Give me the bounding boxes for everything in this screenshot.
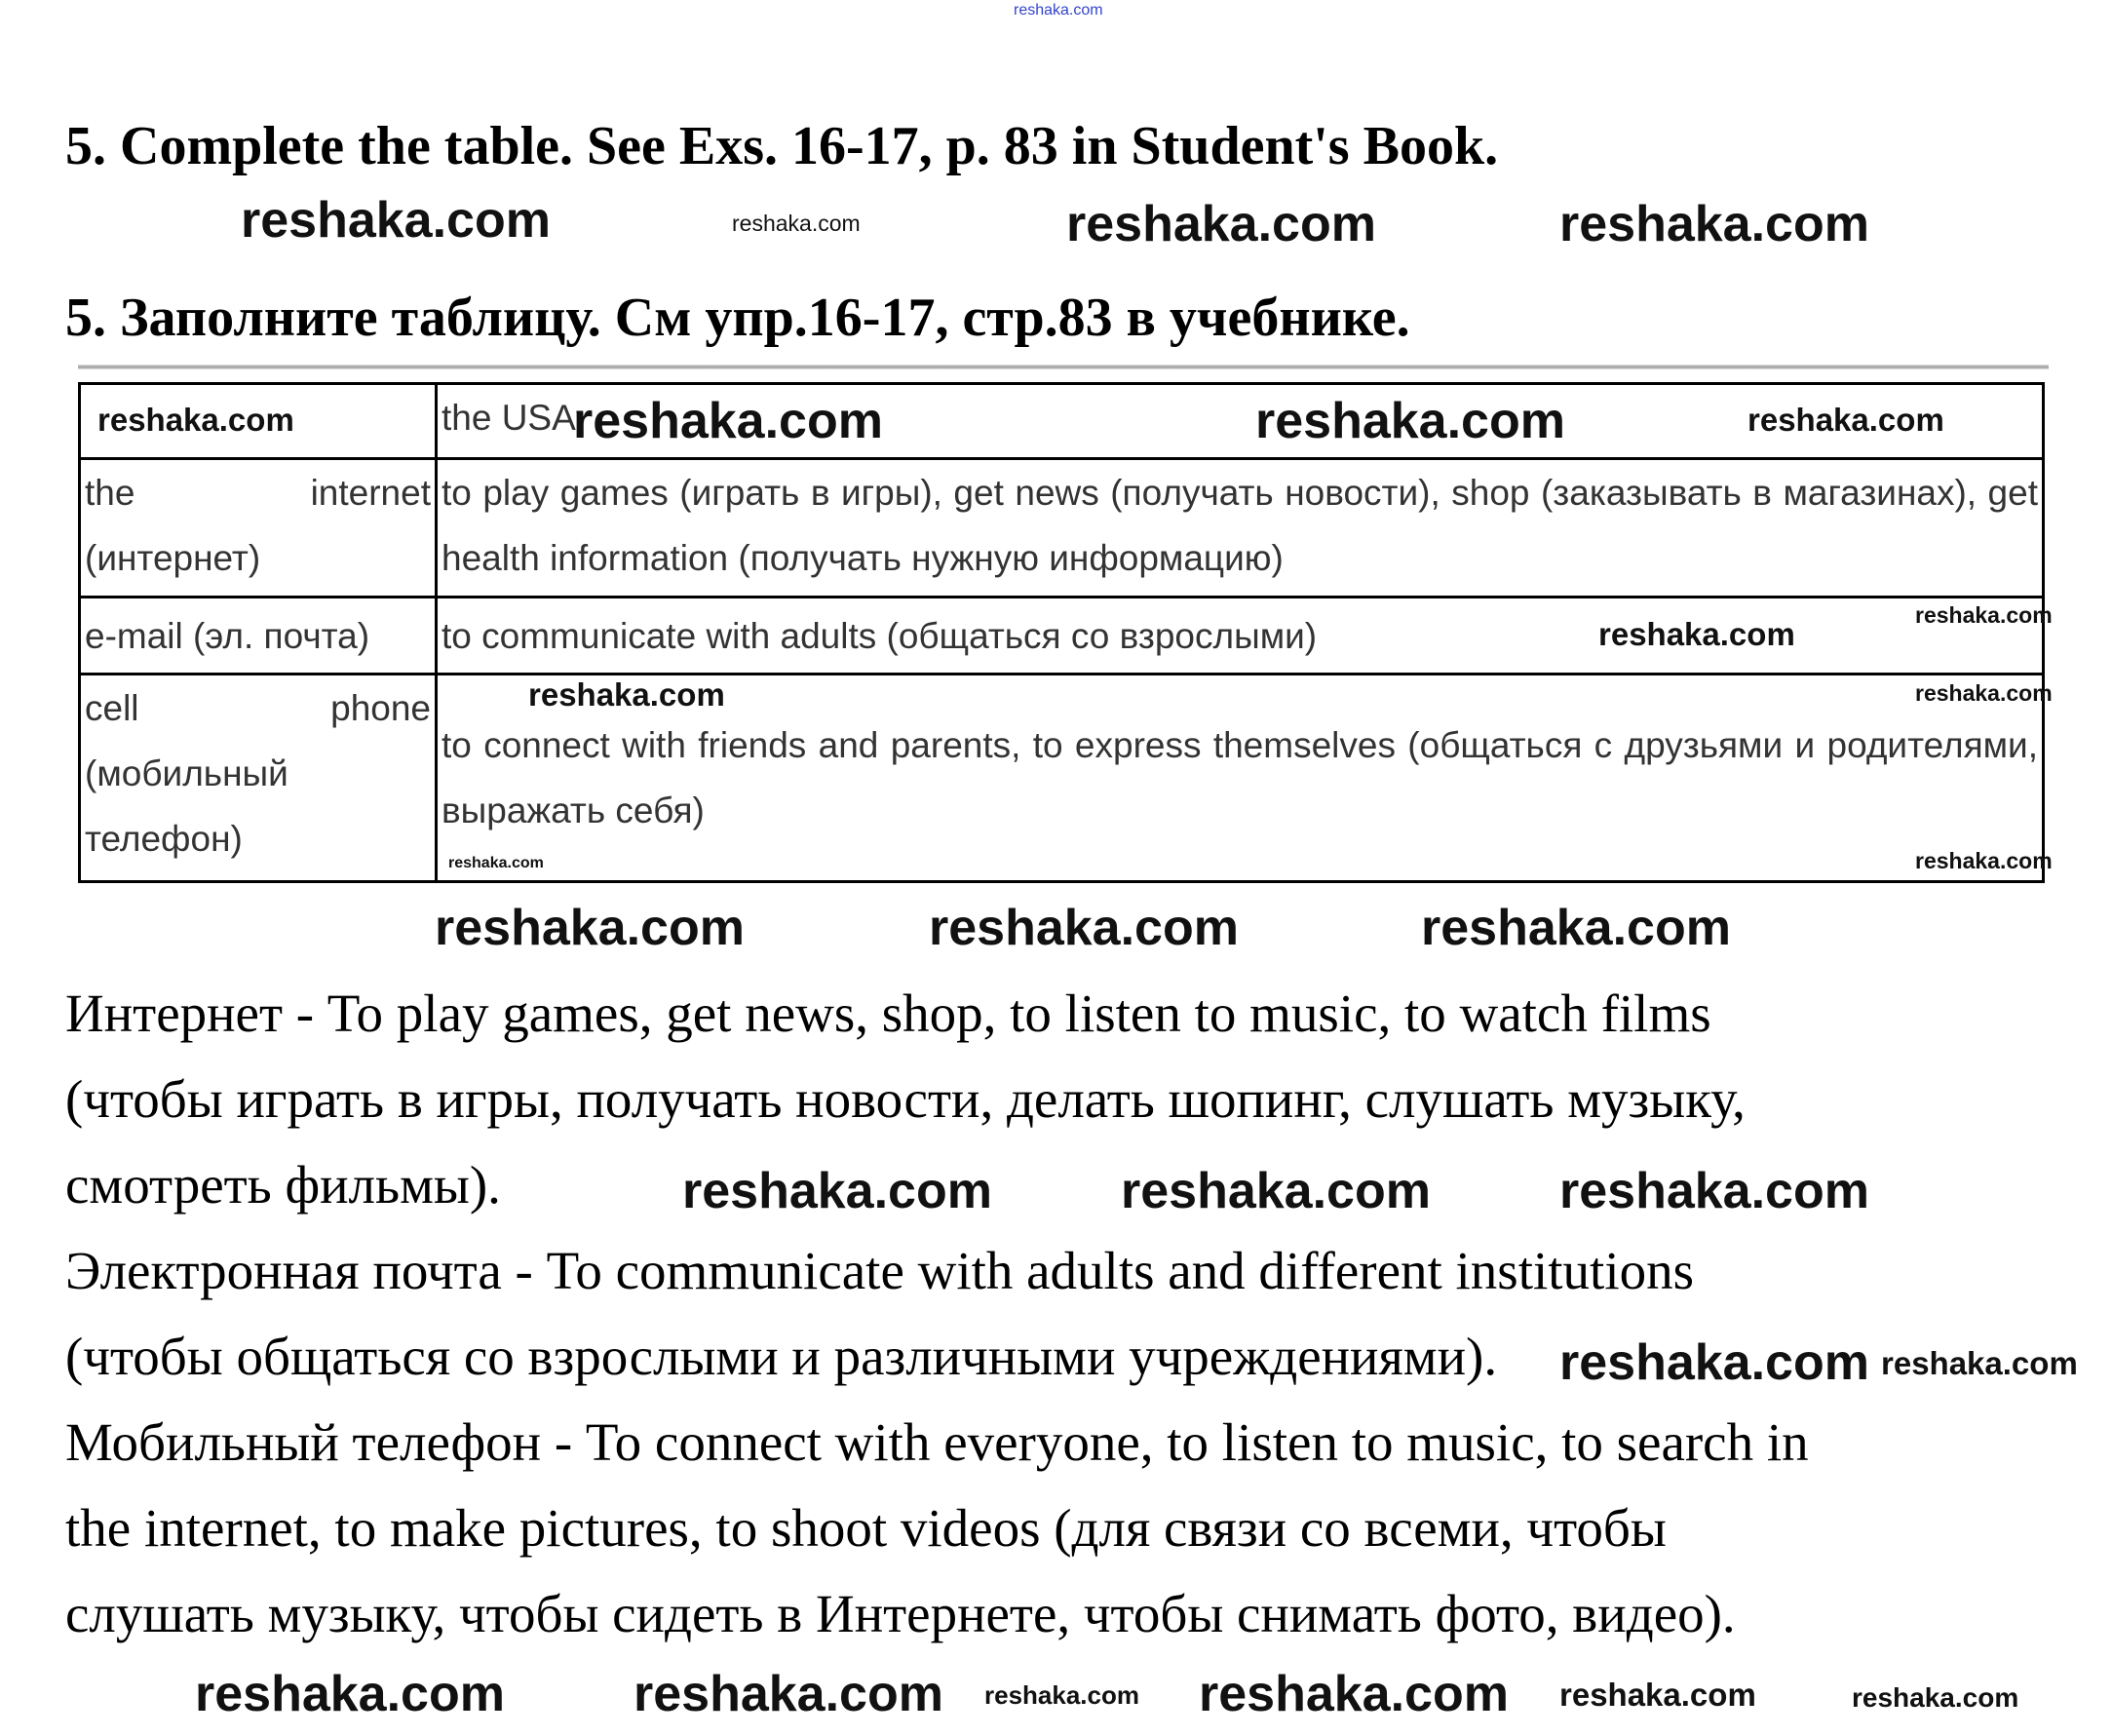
watermark: reshaka.com bbox=[682, 1163, 992, 1219]
watermark: reshaka.com bbox=[984, 1680, 1139, 1710]
watermark: reshaka.com bbox=[435, 900, 745, 956]
table-row bbox=[80, 459, 2044, 598]
answer-line: (чтобы общаться со взрослыми и различными учреждениями). bbox=[65, 1327, 1498, 1386]
answer-line: Мобильный телефон - To connect with everyone, to listen to music, to search in bbox=[65, 1412, 1809, 1472]
table-cell-item: the internet (интернет) bbox=[80, 459, 437, 598]
watermark: reshaka.com bbox=[528, 676, 725, 713]
table-cell-uses: to connect with friends and parents, to express themselves (общаться с друзьями и родителями, выражать себя) bbox=[437, 675, 2044, 882]
answer-line: Электронная почта - To communicate with adults and different institutions bbox=[65, 1241, 1695, 1300]
divider bbox=[78, 365, 2049, 369]
watermark: reshaka.com bbox=[1066, 196, 1376, 252]
exercise-heading-en: 5. Complete the table. See Exs. 16-17, p. 83 in Student's Book. bbox=[65, 116, 1499, 176]
table-row bbox=[80, 675, 2044, 882]
answer-line: Интернет - To play games, get news, shop, to listen to music, to watch films bbox=[65, 984, 1711, 1043]
watermark: reshaka.com bbox=[573, 393, 883, 449]
watermark: reshaka.com bbox=[195, 1666, 505, 1722]
watermark: reshaka.com bbox=[732, 211, 861, 236]
watermark: reshaka.com bbox=[1199, 1666, 1509, 1722]
table-header-cell: the USA bbox=[437, 384, 2044, 459]
watermark: reshaka.com bbox=[1255, 393, 1565, 449]
watermark: reshaka.com bbox=[448, 855, 544, 871]
watermark: reshaka.com bbox=[929, 900, 1239, 956]
answer-line: слушать музыку, чтобы сидеть в Интернете, чтобы снимать фото, видео). bbox=[65, 1584, 1736, 1643]
watermark: reshaka.com bbox=[1915, 680, 2053, 706]
table-cell-item: cell phone (мобильный телефон) bbox=[80, 675, 437, 882]
answer-line: смотреть фильмы). bbox=[65, 1155, 501, 1215]
table-cell-uses: to communicate with adults (общаться со взрослыми) bbox=[437, 598, 2044, 675]
watermark: reshaka.com bbox=[1121, 1163, 1431, 1219]
watermark: reshaka.com bbox=[1421, 900, 1731, 956]
watermark: reshaka.com bbox=[1559, 1677, 1756, 1713]
watermark: reshaka.com bbox=[1915, 848, 2053, 873]
watermark: reshaka.com bbox=[1915, 602, 2053, 628]
watermark: reshaka.com bbox=[1881, 1345, 2078, 1381]
watermark: reshaka.com bbox=[97, 402, 294, 438]
watermark: reshaka.com bbox=[1559, 1334, 1869, 1391]
watermark: reshaka.com bbox=[1598, 616, 1795, 652]
watermark: reshaka.com bbox=[1559, 1163, 1869, 1219]
answer-line: the internet, to make pictures, to shoot videos (для связи со всеми, чтобы bbox=[65, 1498, 1667, 1558]
table-cell-uses: to play games (играть в игры), get news (получать новости), shop (заказывать в магазинах), get health information (получать нужную информацию) bbox=[437, 459, 2044, 598]
watermark: reshaka.com bbox=[1747, 402, 1944, 438]
exercise-heading-ru: 5. Заполните таблицу. См упр.16-17, стр.83 в учебнике. bbox=[65, 288, 1410, 348]
watermark: reshaka.com bbox=[1852, 1682, 2019, 1713]
watermark: reshaka.com bbox=[634, 1666, 943, 1722]
watermark: reshaka.com bbox=[1559, 196, 1869, 252]
watermark: reshaka.com bbox=[1014, 2, 1103, 19]
table-cell-item: e-mail (эл. почта) bbox=[80, 598, 437, 675]
answer-line: (чтобы играть в игры, получать новости, делать шопинг, слушать музыку, bbox=[65, 1069, 1746, 1129]
watermark: reshaka.com bbox=[241, 192, 551, 249]
